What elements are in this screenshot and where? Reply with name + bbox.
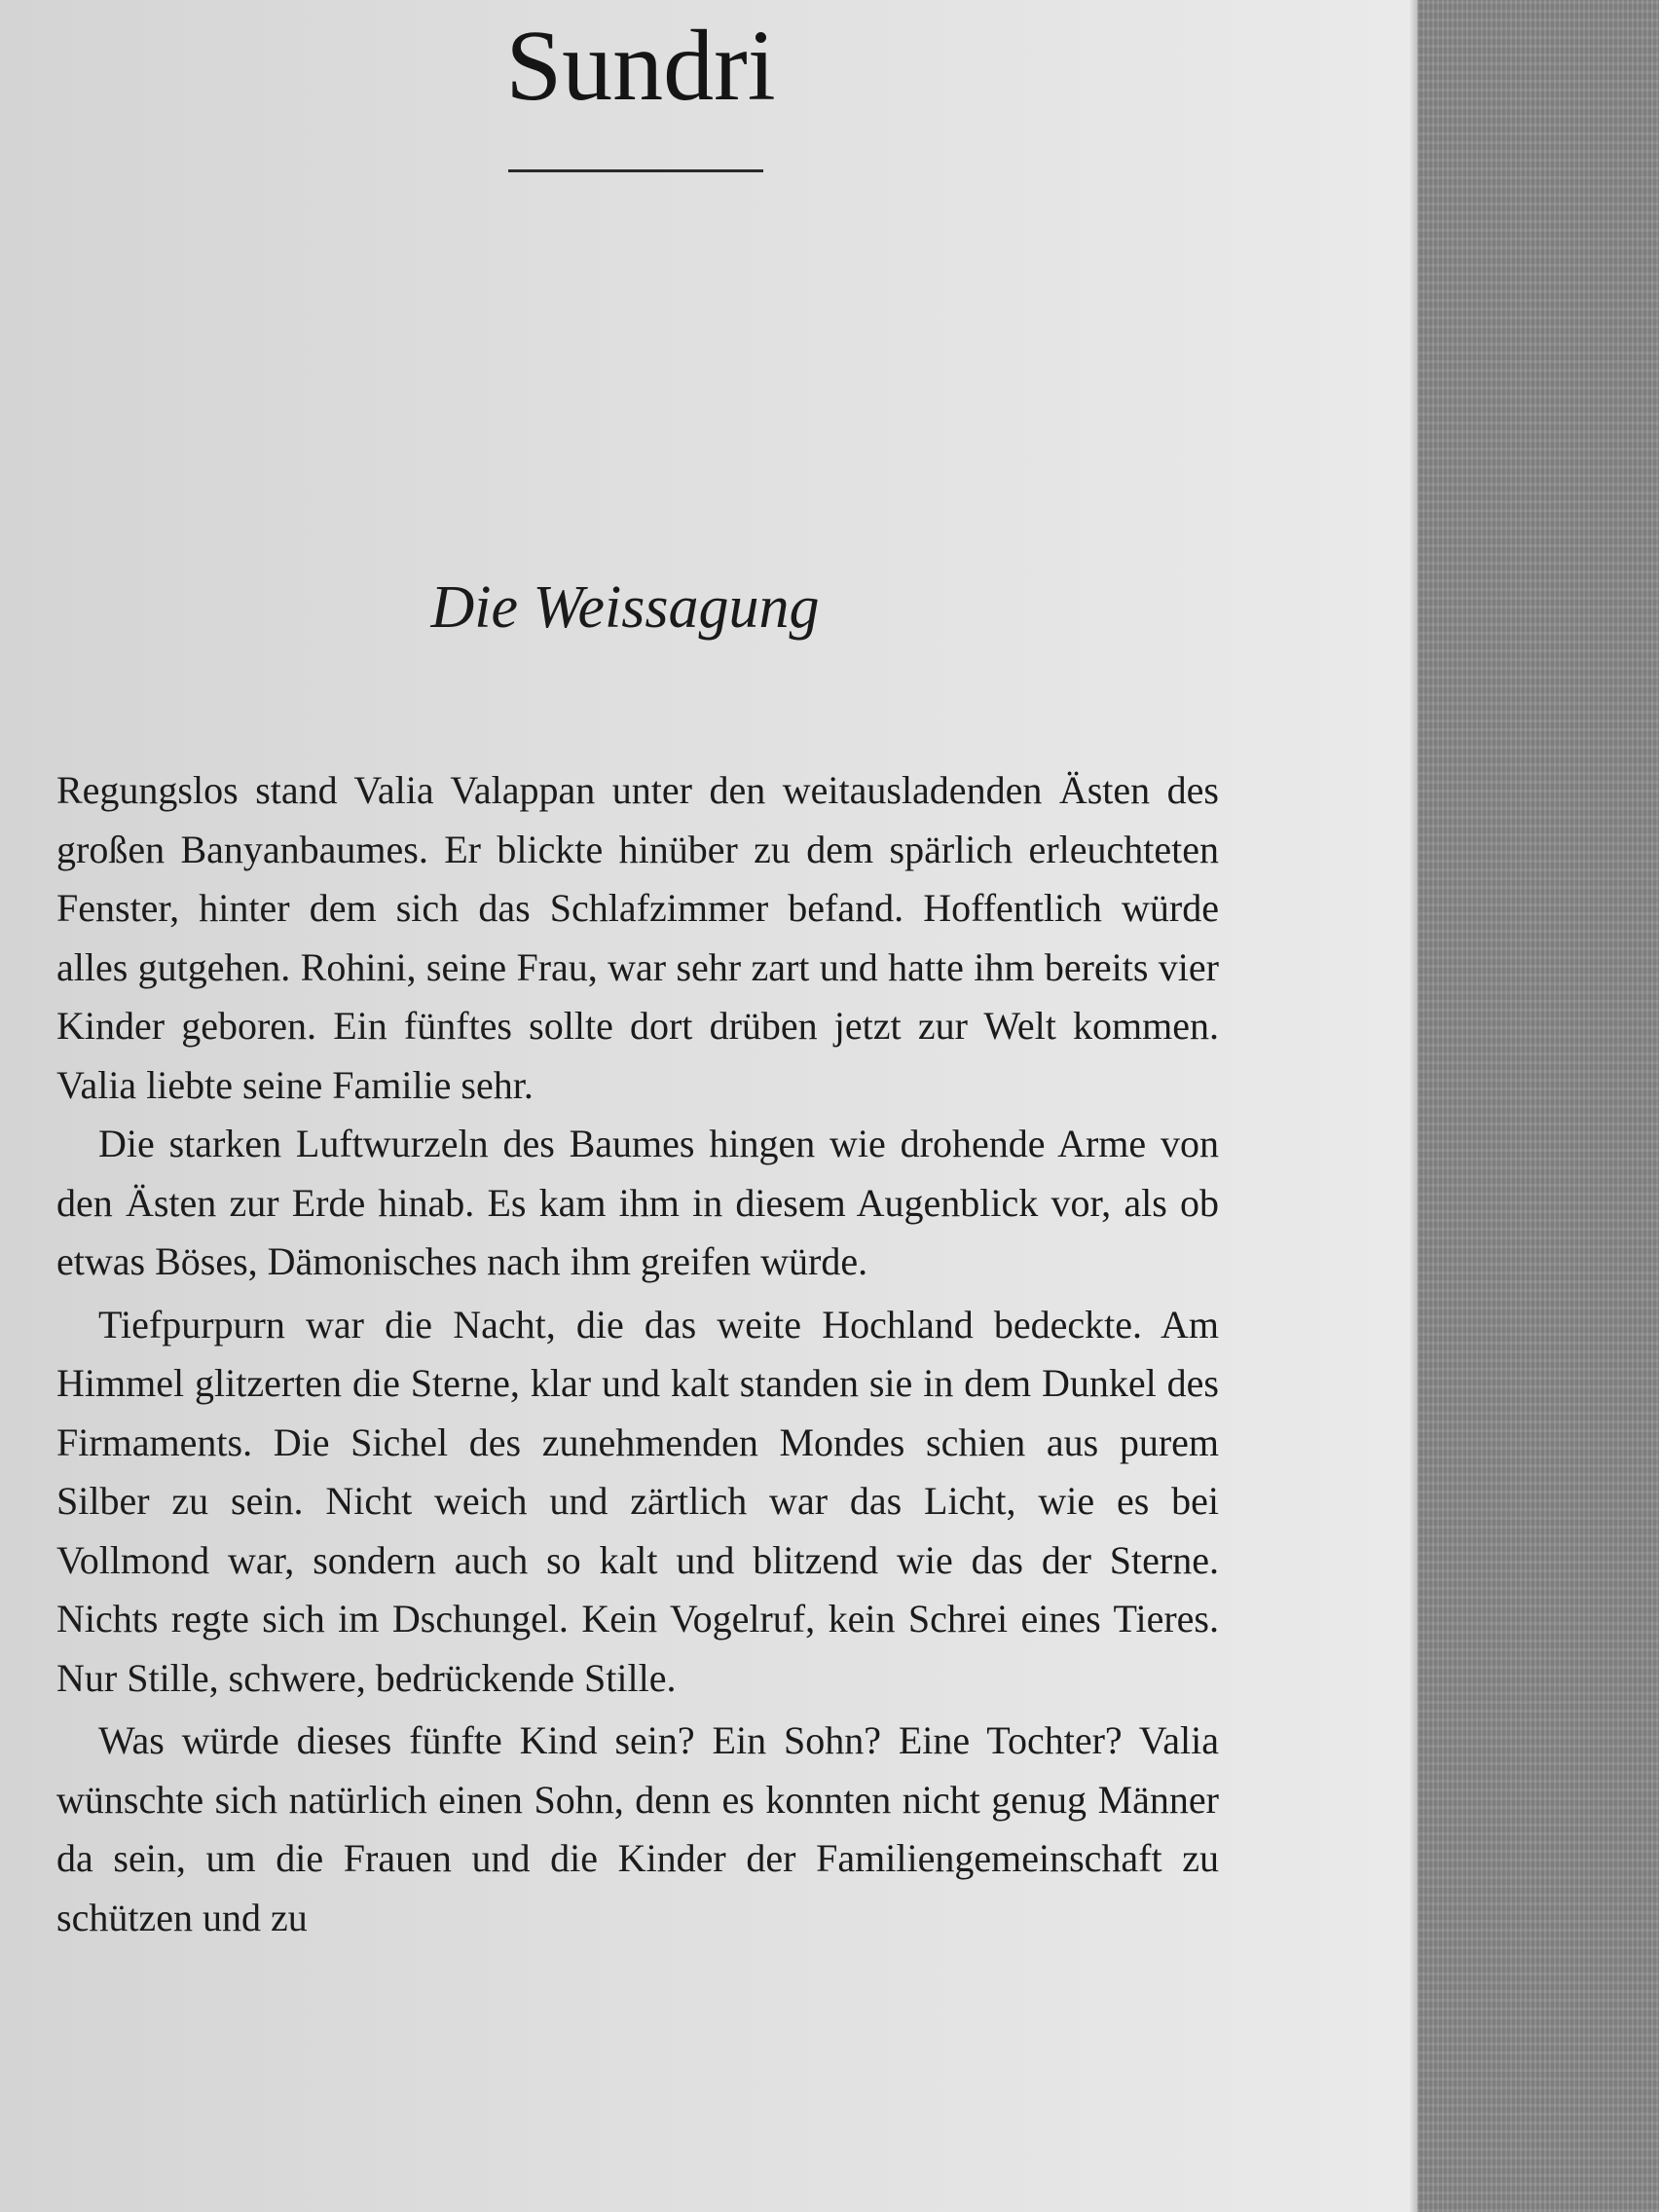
paragraph-1: Regungslos stand Valia Valappan unter den weitausladenden Ästen des großen Banyanbaumes. Er blickte hinüber zu dem spärlich erleuchteten Fenster, hinter dem sich das Schlafzimmer befand. Hoffentlich würde alles gutgehen. Rohini, seine Frau, war sehr zart und hatte ihm bereits vier Kinder geboren. Ein fünftes sollte dort drüben jetzt zur Welt kommen. Valia liebte seine Familie sehr. <box>56 768 1219 1107</box>
paragraph-3: Tiefpurpurn war die Nacht, die das weite Hochland bedeckte. Am Himmel glitzerten die Sterne, klar und kalt standen sie in dem Dunkel des Firmaments. Die Sichel des zunehmenden Mondes schien aus purem Silber zu sein. Nicht weich und zärtlich war das Licht, wie es bei Vollmond war, sondern auch so kalt und blitzend wie das der Sterne. Nichts regte sich im Dschungel. Kein Vogelruf, kein Schrei eines Tieres. Nur Stille, schwere, bedrückende Stille. <box>56 1302 1219 1700</box>
paragraph-4: Was würde dieses fünfte Kind sein? Ein Sohn? Eine Tochter? Valia wünschte sich natürlich einen Sohn, denn es konnten nicht genug Männer da sein, um die Frauen und die Kinder der Familiengemeinschaft zu schützen und zu <box>56 1718 1219 1939</box>
title-divider <box>508 169 763 172</box>
section-title: Die Weissagung <box>430 574 820 641</box>
background-surface <box>1418 0 1659 2212</box>
paragraph-2: Die starken Luftwurzeln des Baumes hingen wie drohende Arme von den Ästen zur Erde hinab. Es kam ihm in diesem Augenblick vor, als ob etwas Böses, Dämonisches nach ihm greifen würde. <box>56 1122 1219 1283</box>
body-text <box>56 761 1219 1947</box>
chapter-title: Sundri <box>505 10 776 122</box>
page-edge <box>1408 0 1418 2212</box>
